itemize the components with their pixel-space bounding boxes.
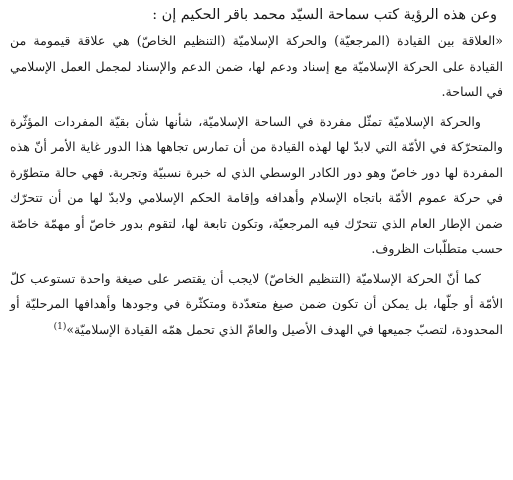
paragraph-3 — [10, 266, 503, 343]
paragraph-1: «العلاقة بين القيادة (المرجعيّة) والحركة الإسلاميّة (التنظيم الخاصّ) هي علاقة قيمومة من القيادة على الحركة الإسلاميّة مع إسناد ودعم لها، ضمن الدعم والإسناد لمجمل العمل الإسلامي في الساحة. — [10, 33, 503, 99]
intro-line: وعن هذه الرؤية كتب سماحة السيّد محمد باقر الحكيم إن : — [152, 7, 497, 23]
paragraph-2: والحركة الإسلاميّة تمثّل مفردة في الساحة الإسلاميّة، شأنها شأن بقيّة المفردات المؤثّرة والمتحرّكة في الأمّة التي لابدّ لها لهذه القيادة من أن تمارس تجاهها هذا الدور غاية الأمر أنّ هذه المفردة لها دور خاصّ وهو دور الكادر الوسطي الذي له خبرة نسبيّة وتجربة. فهي حالة متطوّرة في حركة عموم الأمّة باتجاه الإسلام وأهدافه وإقامة الحكم الإسلامي ولابدّ لها من أن تتحرّك ضمن الإطار العام الذي تتحرّك فيه المرجعيّة، وتكون تابعة لها، لتقوم بدور خاصّ أو مهمّة خاصّة حسب متطلّبات الظروف. — [10, 113, 503, 256]
paragraph-3-text: كما أنّ الحركة الإسلاميّة (التنظيم الخاصّ) لايجب أن يقتصر على صيغة واحدة تستوعب كلّ الأمّة أو جلّها، بل يمكن أن تكون ضمن صيغ متعدّدة ومتكثّرة في وجودها وأهدافها المرحليّة أو المحدودة، لتصبّ جميعها في الهدف الأصيل والعامّ الذي تحمل همّه القيادة الإسلاميّة» — [10, 270, 503, 337]
footnote-marker: (1) — [53, 321, 67, 332]
